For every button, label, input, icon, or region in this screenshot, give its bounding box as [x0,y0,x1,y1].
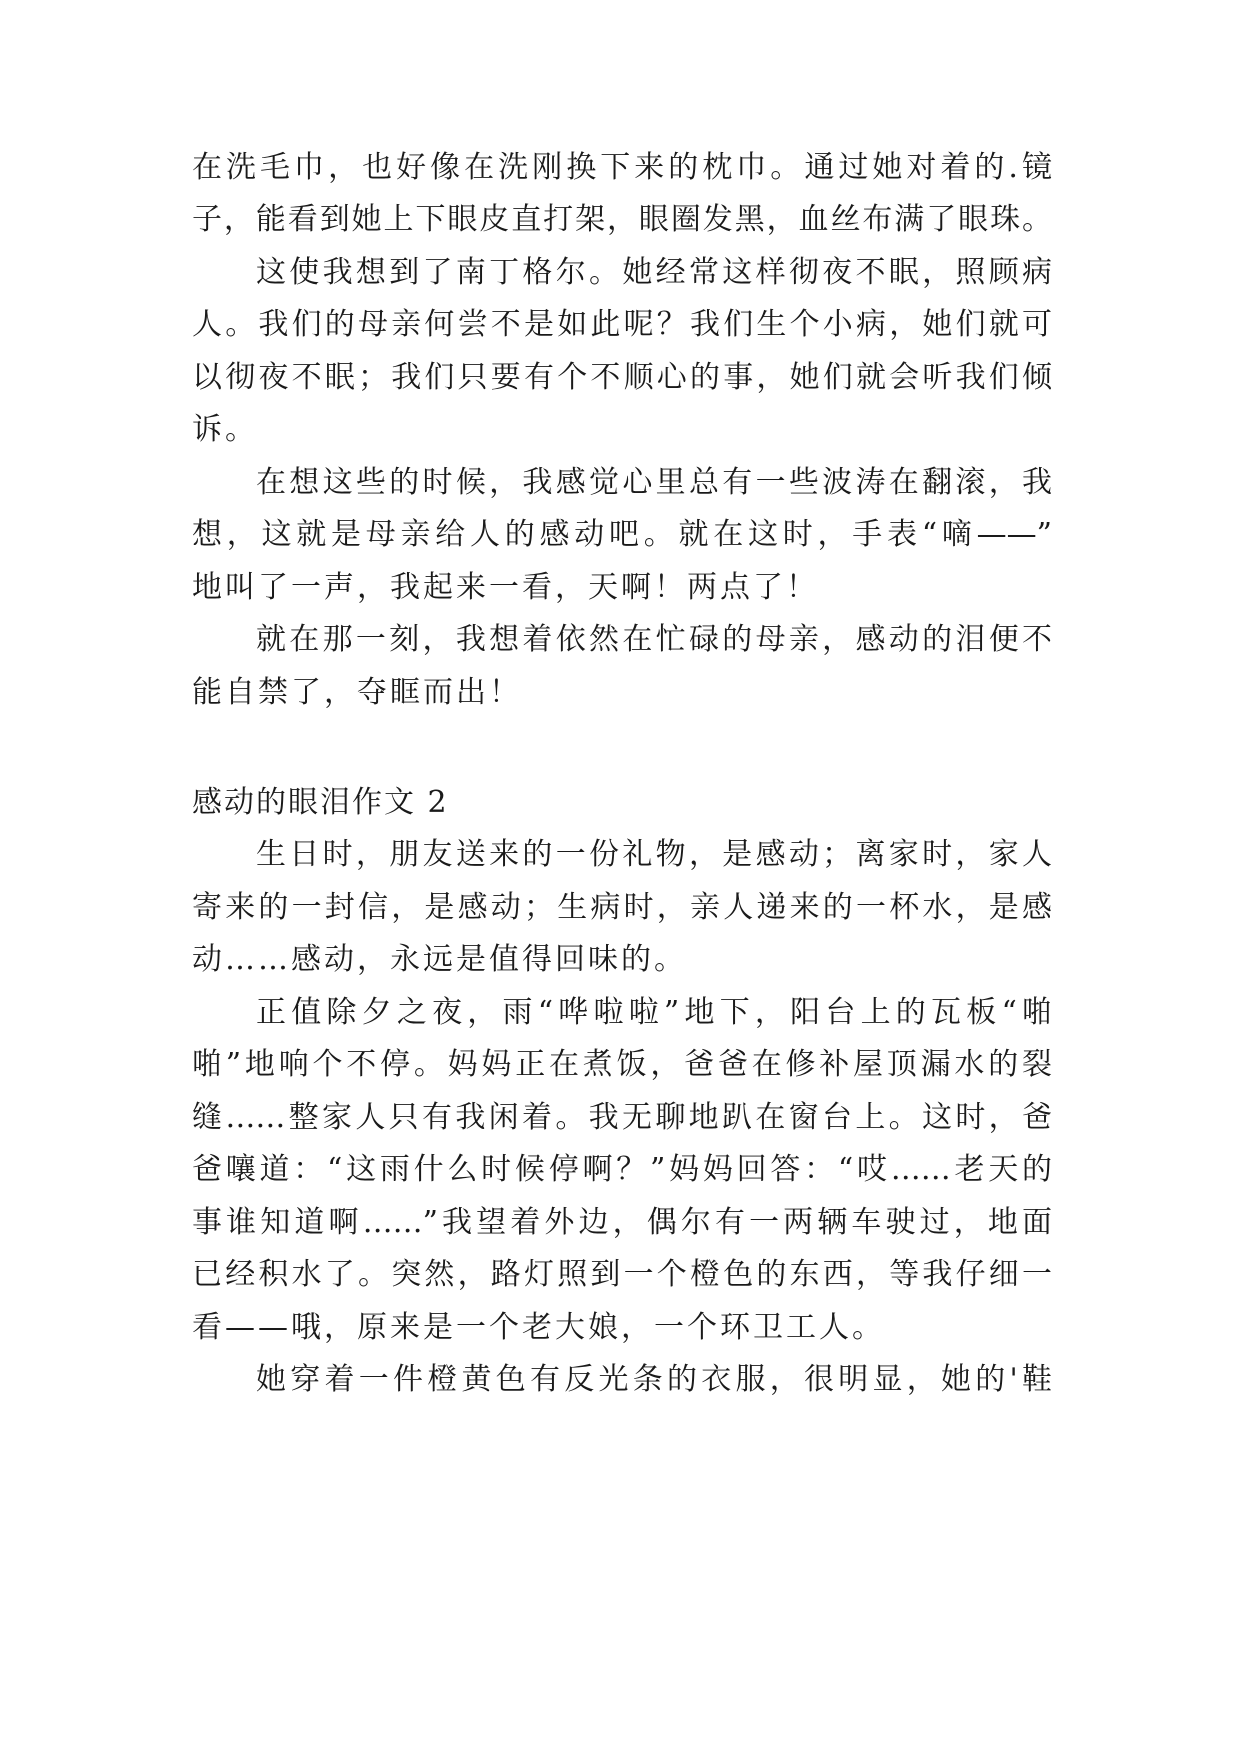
text-line: 正值除夕之夜，雨“哗啦啦”地下，阳台上的瓦板“啪 [256,995,1052,1030]
text-line: 啪”地响个不停。妈妈正在煮饭，爸爸在修补屋顶漏水的裂 [192,1047,1052,1082]
text-line: 她穿着一件橙黄色有反光条的衣服，很明显，她的'鞋 [256,1362,1052,1397]
text-line: 子，能看到她上下眼皮直打架，眼圈发黑，血丝布满了眼珠。 [192,202,1052,237]
text-line: 缝……整家人只有我闲着。我无聊地趴在窗台上。这时，爸 [192,1100,1052,1135]
text-line: 能自禁了，夺眶而出！ [192,675,522,710]
text-line: 以彻夜不眠；我们只要有个不顺心的事，她们就会听我们倾 [192,360,1052,395]
text-line: 人。我们的母亲何尝不是如此呢？我们生个小病，她们就可 [192,307,1052,342]
text-line: 就在那一刻，我想着依然在忙碌的母亲，感动的泪便不 [256,622,1052,657]
text-line: 动……感动，永远是值得回味的。 [192,942,687,977]
text-line: 看——哦，原来是一个老大娘，一个环卫工人。 [192,1310,885,1345]
section-heading: 感动的眼泪作文 2 [192,785,449,820]
text-line: 事谁知道啊……”我望着外边，偶尔有一两辆车驶过，地面 [192,1205,1052,1240]
text-line: 这使我想到了南丁格尔。她经常这样彻夜不眠，照顾病 [256,255,1052,290]
text-line: 在想这些的时候，我感觉心里总有一些波涛在翻滚，我 [256,465,1052,500]
text-line: 地叫了一声，我起来一看，天啊！两点了！ [192,570,819,605]
text-line: 在洗毛巾，也好像在洗刚换下来的枕巾。通过她对着的.镜 [192,150,1052,185]
text-line: 诉。 [192,412,258,447]
text-line: 已经积水了。突然，路灯照到一个橙色的东西，等我仔细一 [192,1257,1052,1292]
text-line: 寄来的一封信，是感动；生病时，亲人递来的一杯水，是感 [192,890,1052,925]
text-line: 生日时，朋友送来的一份礼物，是感动；离家时，家人 [256,837,1052,872]
text-line: 爸嚷道：“这雨什么时候停啊？”妈妈回答：“哎……老天的 [192,1152,1052,1187]
text-line: 想，这就是母亲给人的感动吧。就在这时，手表“嘀——” [192,517,1052,552]
